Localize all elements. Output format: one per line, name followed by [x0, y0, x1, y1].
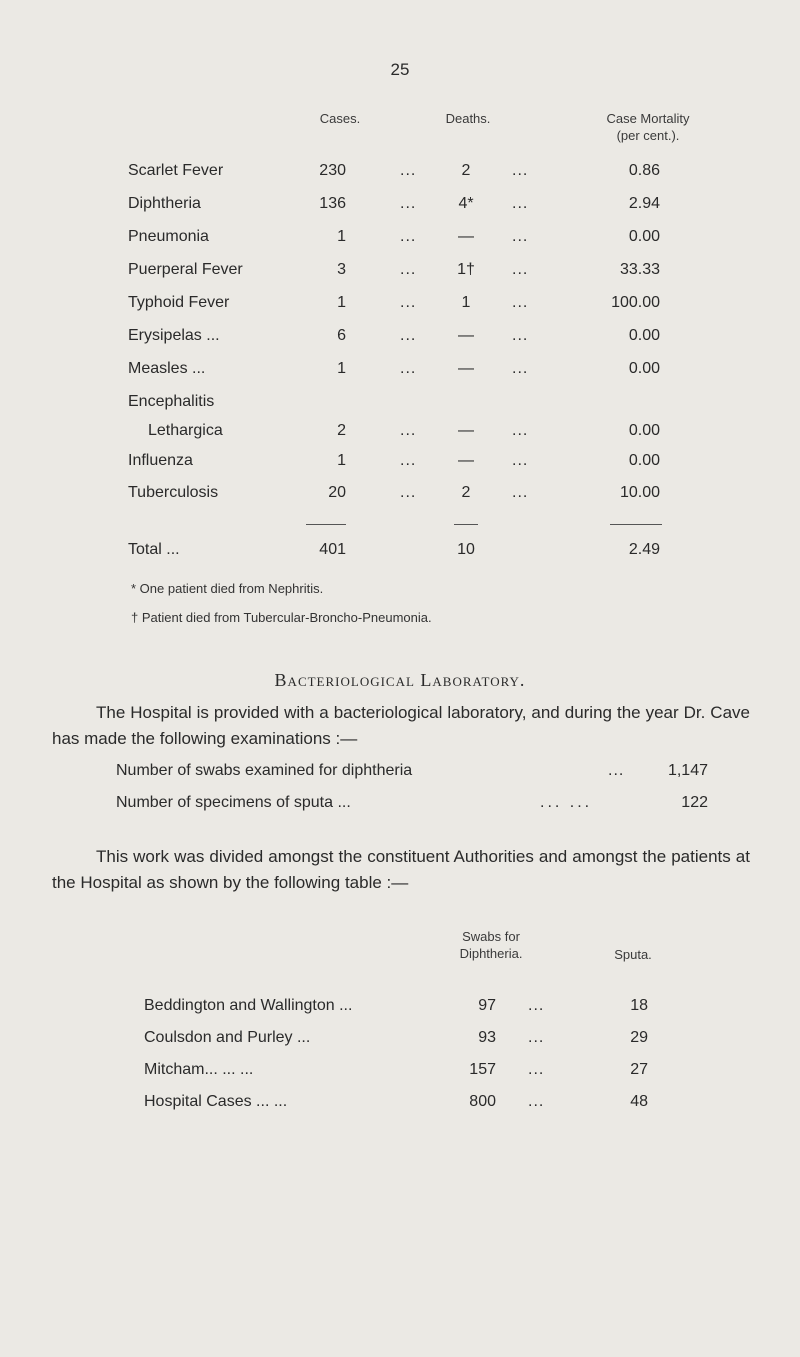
disease-name: Puerperal Fever	[128, 261, 243, 278]
table-row	[0, 1061, 800, 1085]
header-swabs-line1: Swabs for	[462, 929, 520, 944]
swabs-value: 93	[478, 1029, 496, 1046]
total-row	[0, 541, 800, 565]
header-deaths: Deaths.	[445, 111, 491, 126]
header-swabs	[436, 928, 546, 962]
mortality-value: 0.00	[628, 327, 660, 344]
table-row	[0, 1029, 800, 1053]
dot-leader: ...	[512, 261, 529, 278]
disease-name: Erysipelas ...	[128, 327, 220, 344]
dot-leader: ...	[400, 422, 417, 439]
table-row	[0, 452, 800, 476]
dot-leader: ...	[512, 327, 529, 344]
total-deaths: 10	[457, 541, 475, 558]
mortality-value: 0.00	[628, 360, 660, 377]
disease-name: Measles ...	[128, 360, 206, 377]
disease-name: Typhoid Fever	[128, 294, 230, 311]
cases-value: 2	[337, 422, 346, 439]
mortality-value: 0.00	[628, 228, 660, 245]
disease-name: Encephalitis	[128, 393, 215, 410]
disease-name: Pneumonia	[128, 228, 209, 245]
cases-value: 6	[337, 327, 346, 344]
authority-name: Coulsdon and Purley ...	[144, 1029, 311, 1046]
header-sputa: Sputa.	[614, 947, 652, 962]
disease-name: Lethargica	[148, 422, 223, 439]
deaths-value: —	[458, 452, 474, 469]
dot-leader: ...	[400, 327, 417, 344]
examination-label: Number of swabs examined for diphtheria	[116, 762, 413, 779]
examination-label: Number of specimens of sputa ...	[116, 794, 351, 811]
authority-name: Beddington and Wallington ...	[144, 997, 353, 1014]
section-title: Bacteriological Laboratory.	[274, 670, 526, 690]
dot-leader: ...	[512, 162, 529, 179]
total-label: Total ...	[128, 541, 180, 558]
examination-row	[0, 762, 800, 786]
dot-leader: ...	[512, 484, 529, 501]
cases-value: 136	[319, 195, 346, 212]
disease-name: Scarlet Fever	[128, 162, 224, 179]
disease-name: Influenza	[128, 452, 193, 469]
sputa-value: 27	[630, 1061, 648, 1078]
mortality-value: 2.94	[628, 195, 660, 212]
dot-leader: ...	[400, 484, 417, 501]
table-row	[0, 228, 800, 252]
cases-value: 1	[337, 452, 346, 469]
dot-leader: ...	[400, 195, 417, 212]
deaths-value: 2	[461, 162, 471, 179]
table-row	[0, 360, 800, 384]
cases-value: 20	[328, 484, 346, 501]
table-row	[0, 294, 800, 318]
cases-value: 3	[337, 261, 346, 278]
deaths-value: 1†	[457, 261, 475, 278]
dot-leader: ...	[400, 360, 417, 377]
sputa-value: 18	[630, 997, 648, 1014]
swabs-value: 97	[478, 997, 496, 1014]
dot-leader: ...	[512, 452, 529, 469]
cases-value: 230	[319, 162, 346, 179]
dot-leader: ...	[400, 261, 417, 278]
mortality-value: 33.33	[619, 261, 660, 278]
dot-leader: ...	[528, 1093, 545, 1110]
deaths-value: 4*	[458, 195, 474, 212]
dot-leader: ...	[528, 1029, 545, 1046]
mortality-value: 0.86	[628, 162, 660, 179]
header-mortality-line1: Case Mortality	[606, 111, 690, 126]
total-cases: 401	[319, 541, 346, 558]
dot-leader: ...	[512, 422, 529, 439]
mortality-value: 100.00	[611, 294, 660, 311]
deaths-value: 1	[461, 294, 471, 311]
disease-name: Tuberculosis	[128, 484, 219, 501]
cases-value: 1	[337, 360, 346, 377]
deaths-value: —	[458, 422, 474, 439]
dot-leader: ...	[512, 360, 529, 377]
swabs-value: 157	[469, 1061, 496, 1078]
table-row	[0, 393, 800, 417]
deaths-value: 2	[461, 484, 471, 501]
disease-name: Diphtheria	[128, 195, 201, 212]
dot-leader: ... ...	[540, 794, 593, 811]
mortality-value: 0.00	[628, 452, 660, 469]
dot-leader: ...	[528, 997, 545, 1014]
total-rule-deaths	[454, 524, 478, 525]
examination-value: 122	[681, 794, 708, 811]
dot-leader: ...	[512, 228, 529, 245]
authority-name: Hospital Cases ... ...	[144, 1093, 288, 1110]
total-rule-cases	[306, 524, 346, 525]
sputa-value: 29	[630, 1029, 648, 1046]
total-rule-mortality	[610, 524, 662, 525]
examination-value: 1,147	[667, 762, 708, 779]
table-row	[0, 261, 800, 285]
table-row	[0, 484, 800, 508]
table-row	[0, 1093, 800, 1117]
mortality-value: 10.00	[619, 484, 660, 501]
total-mortality: 2.49	[628, 541, 660, 558]
table-row	[0, 327, 800, 351]
deaths-value: —	[458, 360, 474, 377]
paragraph-distribution: This work was divided amongst the constituent Authorities and amongst the patients at the Hospital as shown by the following table :—	[52, 847, 750, 892]
examination-row	[0, 794, 800, 818]
header-mortality	[578, 110, 718, 144]
dot-leader: ...	[400, 294, 417, 311]
table-row	[0, 422, 800, 446]
footnote-tubercular: † Patient died from Tubercular-Broncho-Pneumonia.	[131, 610, 432, 625]
dot-leader: ...	[608, 762, 625, 779]
footnote-nephritis: * One patient died from Nephritis.	[131, 581, 324, 596]
dot-leader: ...	[528, 1061, 545, 1078]
paragraph-intro: The Hospital is provided with a bacteriological laboratory, and during the year Dr. Cave has made the following examinations :—	[52, 703, 750, 748]
cases-value: 1	[337, 294, 346, 311]
deaths-value: —	[458, 228, 474, 245]
sputa-value: 48	[630, 1093, 648, 1110]
dot-leader: ...	[400, 228, 417, 245]
deaths-value: —	[458, 327, 474, 344]
dot-leader: ...	[512, 294, 529, 311]
table-row	[0, 997, 800, 1021]
authority-name: Mitcham... ... ...	[144, 1061, 254, 1078]
dot-leader: ...	[400, 452, 417, 469]
dot-leader: ...	[400, 162, 417, 179]
mortality-value: 0.00	[628, 422, 660, 439]
dot-leader: ...	[512, 195, 529, 212]
cases-value: 1	[337, 228, 346, 245]
header-swabs-line2: Diphtheria.	[459, 946, 523, 961]
swabs-value: 800	[469, 1093, 496, 1110]
page-number: 25	[390, 60, 410, 79]
table-row	[0, 162, 800, 186]
header-cases: Cases.	[319, 111, 361, 126]
header-mortality-line2: (per cent.).	[616, 128, 680, 143]
table-row	[0, 195, 800, 219]
